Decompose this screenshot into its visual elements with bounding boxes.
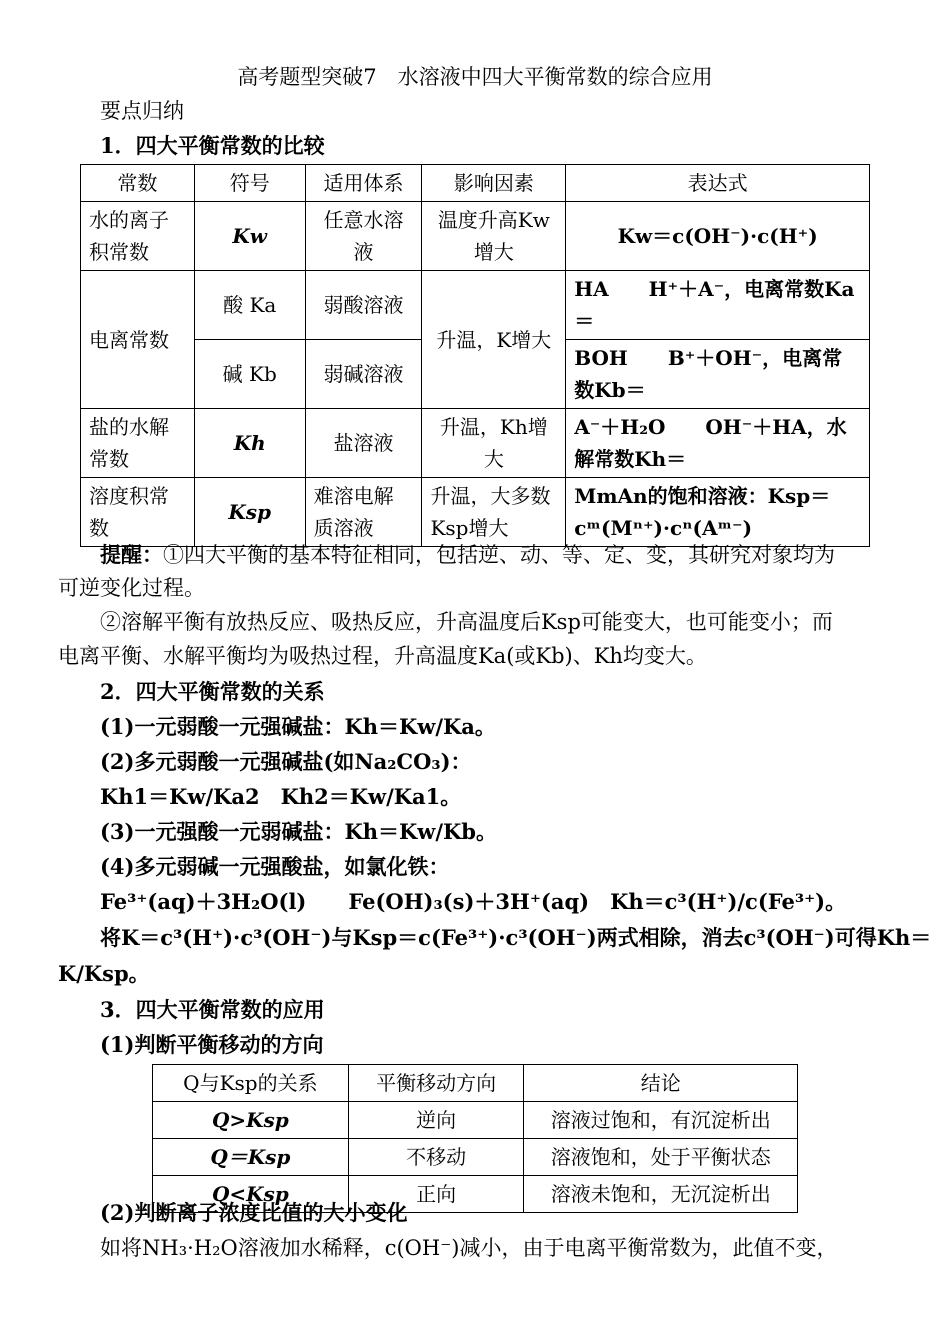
table-cell: A⁻＋H₂O OH⁻＋HA，水解常数Kh＝: [566, 409, 870, 478]
tip-text: ①四大平衡的基本特征相同，包括逆、动、等、定、变，其研究对象均为: [163, 543, 835, 567]
q-vs-ksp-table: [152, 1064, 798, 1213]
header-cell: 适用体系: [305, 165, 422, 202]
relation-line: (4)多元弱碱一元强酸盐，如氯化铁：: [100, 854, 450, 879]
table-cell: 盐的水解常数: [81, 409, 195, 478]
section-3-heading: 3．四大平衡常数的应用: [100, 997, 325, 1022]
tip-label: 提醒：: [100, 542, 163, 567]
tip-line: [100, 539, 934, 572]
table-cell: 弱酸溶液: [305, 271, 422, 340]
table-cell: 酸 Ka: [194, 271, 305, 340]
table-cell: BOH B⁺＋OH⁻，电离常数Kb＝: [566, 340, 870, 409]
table-cell: MmAn的饱和溶液：Ksp＝cᵐ(Mⁿ⁺)·cⁿ(Aᵐ⁻): [566, 478, 870, 547]
header-cell: 结论: [524, 1065, 798, 1102]
header-cell: Q与Ksp的关系: [153, 1065, 349, 1102]
table-cell: 盐溶液: [305, 409, 422, 478]
application-line: (2)判断离子浓度比值的大小变化: [100, 1200, 408, 1225]
relation-line: Fe³⁺(aq)＋3H₂O(l) Fe(OH)₃(s)＋3H⁺(aq) Kh＝c³(H⁺)/c(Fe³⁺)。: [100, 889, 847, 914]
relation-line: K/Ksp。: [58, 961, 150, 986]
table-cell: 弱碱溶液: [305, 340, 422, 409]
relation-line: (2)多元弱酸一元强碱盐(如Na₂CO₃)：: [100, 749, 472, 774]
table-cell: 碱 Kb: [194, 340, 305, 409]
table-cell: Q>Ksp: [153, 1102, 349, 1139]
relation-line: (3)一元强酸一元弱碱盐：Kh＝Kw/Kb。: [100, 819, 497, 844]
page-title: 高考题型突破7 水溶液中四大平衡常数的综合应用: [237, 65, 713, 89]
table-cell: Ksp: [194, 478, 305, 547]
table-cell: Kw: [194, 202, 305, 271]
header-cell: 平衡移动方向: [348, 1065, 524, 1102]
table-cell: HA H⁺＋A⁻，电离常数Ka＝: [566, 271, 870, 340]
table-cell: Kh: [194, 409, 305, 478]
table-cell: 逆向: [348, 1102, 524, 1139]
table-cell: Kw＝c(OH⁻)·c(H⁺): [566, 202, 870, 271]
table-cell: Q＝Ksp: [153, 1139, 349, 1176]
tip-text: ②溶解平衡有放热反应、吸热反应，升高温度后Ksp可能变大，也可能变小；而: [100, 610, 833, 634]
table-cell: 升温，大多数Ksp增大: [422, 478, 566, 547]
header-cell: 影响因素: [422, 165, 566, 202]
table-cell: 正向: [348, 1176, 524, 1213]
table-cell: 溶度积常数: [81, 478, 195, 547]
table-cell: 溶液未饱和，无沉淀析出: [524, 1176, 798, 1213]
table-cell: 电离常数: [81, 271, 195, 409]
tip-text: 可逆变化过程。: [58, 576, 205, 600]
table-cell: Q<Ksp: [153, 1176, 349, 1213]
summary-heading: 要点归纳: [100, 99, 184, 123]
header-cell: 常数: [81, 165, 195, 202]
tip-text: 电离平衡、水解平衡均为吸热过程，升高温度Ka(或Kb)、Kh均变大。: [58, 644, 707, 668]
section-1-heading: 1．四大平衡常数的比较: [100, 133, 325, 158]
header-cell: 表达式: [566, 165, 870, 202]
relation-line: (1)一元弱酸一元强碱盐：Kh＝Kw/Ka。: [100, 714, 496, 739]
table-cell: 温度升高Kw增大: [422, 202, 566, 271]
header-cell: 符号: [194, 165, 305, 202]
table-cell: 不移动: [348, 1139, 524, 1176]
table-cell: 溶液过饱和，有沉淀析出: [524, 1102, 798, 1139]
relation-line: Kh1＝Kw/Ka2 Kh2＝Kw/Ka1。: [100, 784, 462, 809]
table-cell: 水的离子积常数: [81, 202, 195, 271]
table-cell: 升温，K增大: [422, 271, 566, 409]
table-cell: 任意水溶液: [305, 202, 422, 271]
constants-comparison-table: [80, 164, 870, 547]
relation-line: 将K＝c³(H⁺)·c³(OH⁻)与Ksp＝c(Fe³⁺)·c³(OH⁻)两式相除，消去c³(OH⁻)可得Kh＝: [100, 925, 932, 950]
section-2-heading: 2．四大平衡常数的关系: [100, 679, 325, 704]
table-cell: 难溶电解质溶液: [305, 478, 422, 547]
table-cell: 溶液饱和，处于平衡状态: [524, 1139, 798, 1176]
table-cell: 升温，Kh增大: [422, 409, 566, 478]
application-line: (1)判断平衡移动的方向: [100, 1032, 324, 1057]
application-line: 如将NH₃·H₂O溶液加水稀释，c(OH⁻)减小，由于电离平衡常数为，此值不变，: [100, 1236, 838, 1260]
